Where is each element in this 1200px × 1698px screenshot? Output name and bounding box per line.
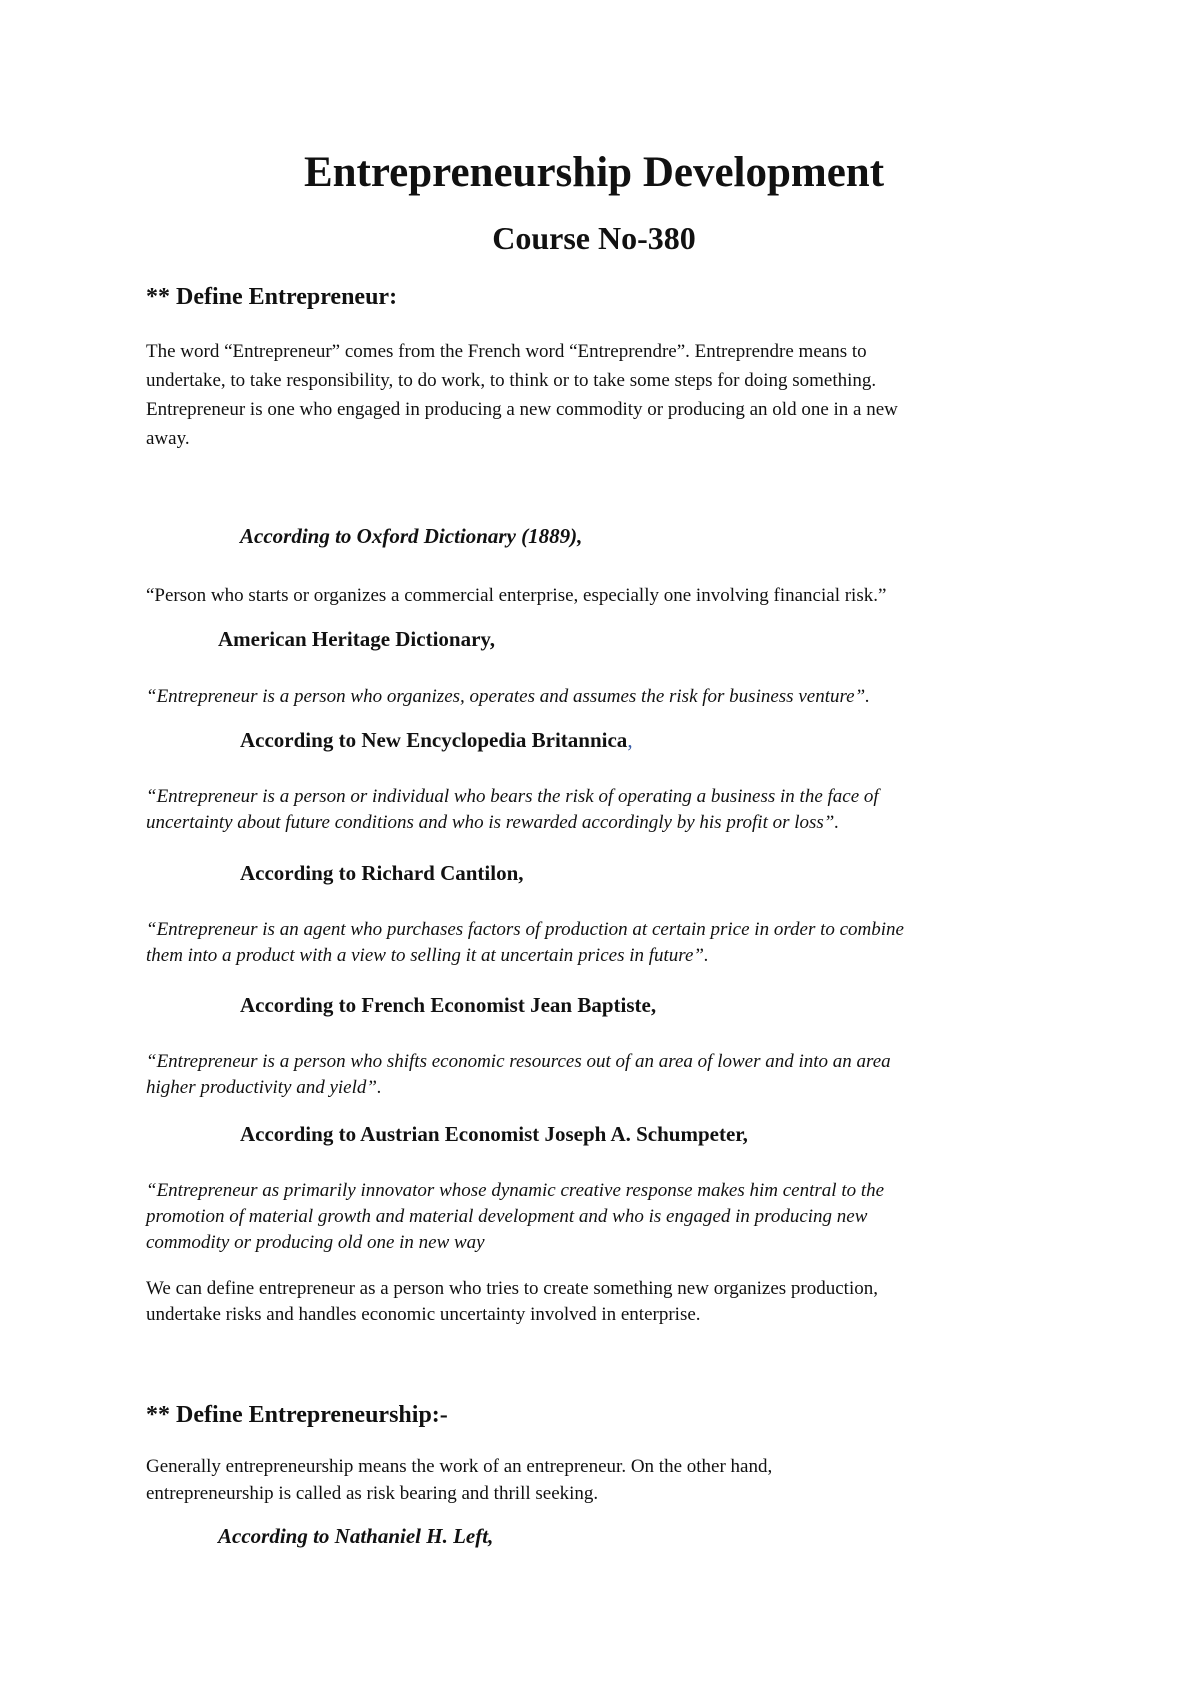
source-heading: According to Oxford Dictionary (1889), bbox=[240, 524, 583, 548]
quote-line: “Person who starts or organizes a commercial enterprise, especially one involving financial risk.” bbox=[146, 585, 887, 606]
source-heading: According to Austrian Economist Joseph A. Schumpeter, bbox=[240, 1122, 748, 1146]
quote-line: “Entrepreneur is a person or individual who bears the risk of operating a business in the face of bbox=[146, 786, 879, 807]
source-heading: According to Richard Cantilon, bbox=[240, 861, 524, 885]
paragraph-line: undertake risks and handles economic uncertainty involved in enterprise. bbox=[146, 1304, 701, 1325]
quote-line: “Entrepreneur is an agent who purchases factors of production at certain price in order to combine bbox=[146, 919, 904, 940]
paragraph-line: Entrepreneur is one who engaged in producing a new commodity or producing an old one in a new bbox=[146, 399, 898, 420]
source-heading: American Heritage Dictionary, bbox=[218, 627, 495, 651]
document-title: Entrepreneurship Development bbox=[303, 149, 885, 196]
quote-line: “Entrepreneur is a person who shifts economic resources out of an area of lower and into an area bbox=[146, 1051, 891, 1072]
paragraph-line: The word “Entrepreneur” comes from the French word “Entreprendre”. Entreprendre means to bbox=[146, 341, 867, 362]
quote-line: “Entrepreneur as primarily innovator whose dynamic creative response makes him central to the bbox=[146, 1180, 885, 1201]
quote-line: “Entrepreneur is a person who organizes, operates and assumes the risk for business venture”. bbox=[146, 686, 870, 707]
paragraph-line: away. bbox=[146, 428, 190, 449]
source-name: According to New Encyclopedia Britannica bbox=[240, 728, 628, 752]
paragraph-line: We can define entrepreneur as a person who tries to create something new organizes production, bbox=[146, 1278, 878, 1299]
source-comma: , bbox=[627, 728, 633, 752]
section-heading-entrepreneur: ** Define Entrepreneur: bbox=[146, 284, 398, 310]
source-heading bbox=[240, 728, 633, 753]
section-heading-entrepreneurship: ** Define Entrepreneurship:- bbox=[146, 1402, 448, 1428]
paragraph-line: Generally entrepreneurship means the work of an entrepreneur. On the other hand, bbox=[146, 1456, 773, 1477]
quote-line: higher productivity and yield”. bbox=[146, 1077, 382, 1098]
paragraph-line: entrepreneurship is called as risk bearing and thrill seeking. bbox=[146, 1483, 599, 1504]
quote-line: uncertainty about future conditions and who is rewarded accordingly by his profit or loss”. bbox=[146, 812, 840, 833]
quote-line: them into a product with a view to selling it at uncertain prices in future”. bbox=[146, 945, 709, 966]
quote-line: commodity or producing old one in new way bbox=[146, 1232, 485, 1253]
paragraph-line: undertake, to take responsibility, to do work, to think or to take some steps for doing something. bbox=[146, 370, 877, 391]
source-heading: According to Nathaniel H. Left, bbox=[218, 1524, 494, 1548]
course-number: Course No-380 bbox=[492, 220, 696, 256]
quote-line: promotion of material growth and material development and who is engaged in producing new bbox=[146, 1206, 868, 1227]
source-heading: According to French Economist Jean Baptiste, bbox=[240, 993, 657, 1017]
